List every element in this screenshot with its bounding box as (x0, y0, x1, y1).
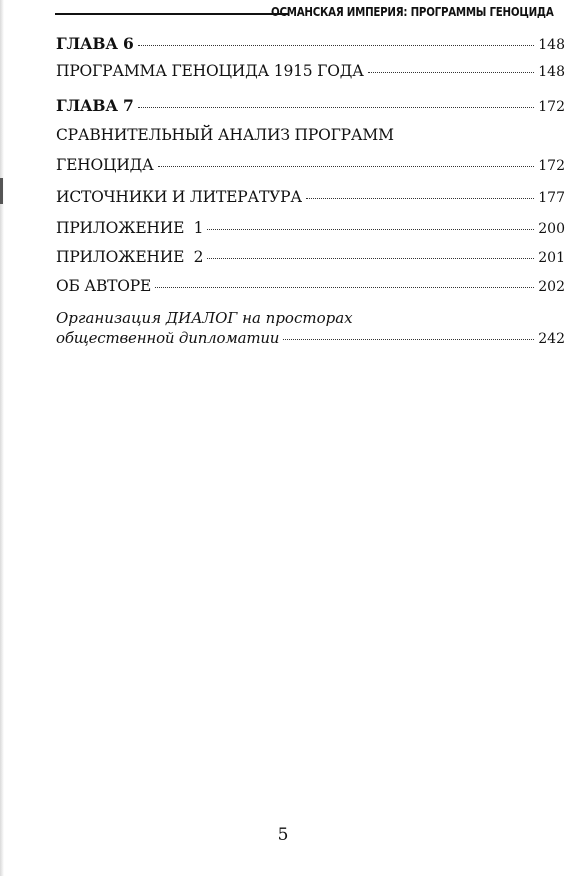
running-header (55, 4, 554, 22)
toc-entry-page: 172 (538, 99, 565, 115)
toc-entry-page: 202 (538, 279, 565, 295)
toc-entry-about-author[interactable] (56, 277, 565, 307)
page-edge-shadow (0, 0, 4, 876)
dot-leader (138, 45, 535, 46)
running-header-title: ОСМАНСКАЯ ИМПЕРИЯ: ПРОГРАММЫ ГЕНОЦИДА (271, 4, 554, 19)
toc-entry-label: ОБ АВТОРЕ (56, 277, 152, 295)
header-rule (55, 13, 289, 15)
page-number: 5 (277, 825, 289, 845)
toc-entry-appendix-1[interactable] (56, 219, 565, 248)
toc-entry-page: 172 (538, 158, 565, 174)
toc-entry-label: ГЛАВА 6 (56, 34, 134, 53)
dot-leader (158, 166, 535, 167)
toc-entry-comparative-analysis[interactable] (56, 126, 565, 188)
dot-leader (155, 287, 534, 288)
table-of-contents (56, 34, 565, 353)
toc-entry-sources-literature[interactable] (56, 188, 565, 219)
page-edge-mark (0, 178, 3, 204)
dot-leader (283, 339, 534, 340)
toc-entry-label-line1: СРАВНИТЕЛЬНЫЙ АНАЛИЗ ПРОГРАММ (56, 126, 394, 144)
toc-entry-appendix-2[interactable] (56, 248, 565, 277)
dot-leader (368, 72, 535, 73)
toc-entry-label: ПРИЛОЖЕНИЕ 2 (56, 248, 204, 266)
toc-entry-page: 200 (538, 221, 565, 237)
dot-leader (306, 198, 534, 199)
toc-entry-label-line2: общественной дипломатии (56, 329, 280, 347)
toc-entry-label: ПРИЛОЖЕНИЕ 1 (56, 219, 204, 237)
toc-entry-dialog-organization[interactable] (56, 307, 565, 353)
toc-entry-page: 177 (538, 190, 565, 206)
toc-entry-label-line1: Организация ДИАЛОГ на просторах (56, 309, 353, 327)
toc-entry-chapter-6[interactable] (56, 34, 565, 62)
toc-entry-genocide-program-1915[interactable] (56, 62, 565, 96)
toc-entry-label: ИСТОЧНИКИ И ЛИТЕРАТУРА (56, 188, 302, 206)
toc-entry-label: ГЛАВА 7 (56, 96, 134, 115)
dot-leader (138, 107, 535, 108)
toc-entry-page: 148 (538, 37, 565, 53)
dot-leader (207, 229, 534, 230)
toc-entry-chapter-7[interactable] (56, 96, 565, 126)
toc-entry-page: 201 (538, 250, 565, 266)
toc-entry-label-line2: ГЕНОЦИДА (56, 156, 154, 174)
dot-leader (207, 258, 534, 259)
toc-entry-page: 148 (538, 64, 565, 80)
toc-entry-label: ПРОГРАММА ГЕНОЦИДА 1915 ГОДА (56, 62, 364, 80)
toc-entry-page: 242 (538, 331, 565, 347)
